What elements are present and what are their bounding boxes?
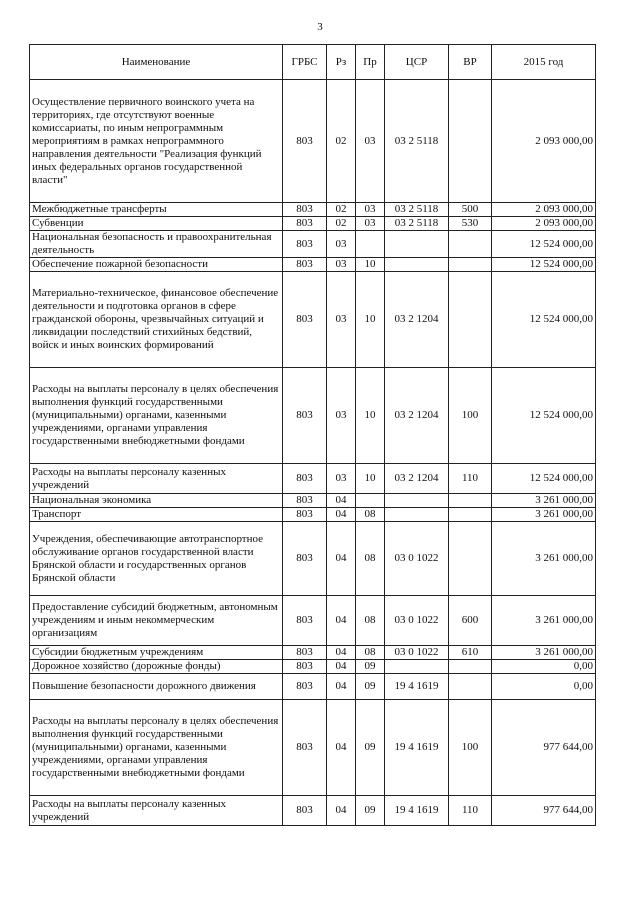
cell-csr (385, 258, 449, 272)
cell-amount: 12 524 000,00 (492, 464, 596, 494)
cell-grbs: 803 (283, 217, 327, 231)
cell-vr: 600 (449, 596, 492, 646)
cell-grbs: 803 (283, 522, 327, 596)
cell-vr: 110 (449, 464, 492, 494)
cell-name: Расходы на выплаты персоналу в целях обеспечения выполнения функций государственными (муниципальными) органами, казенными учреждениями, органами управления государственными внебюджетными фондами (30, 700, 283, 796)
cell-name: Субсидии бюджетным учреждениям (30, 646, 283, 660)
cell-pr: 10 (356, 368, 385, 464)
cell-rz: 04 (327, 508, 356, 522)
cell-pr: 09 (356, 700, 385, 796)
cell-name: Расходы на выплаты персоналу казенных учреждений (30, 796, 283, 826)
cell-pr: 03 (356, 217, 385, 231)
cell-amount: 3 261 000,00 (492, 522, 596, 596)
header-csr: ЦСР (385, 45, 449, 80)
table-row (30, 508, 596, 522)
cell-pr: 08 (356, 508, 385, 522)
page-number: 3 (317, 21, 323, 33)
cell-name: Дорожное хозяйство (дорожные фонды) (30, 660, 283, 674)
cell-name: Осуществление первичного воинского учета на территориях, где отсутствуют военные комиссариаты, по иным непрограммным мероприятиям в рамках непрограммного направления деятельности "Реализация функций иных федеральных органов государственной власти" (30, 80, 283, 203)
cell-rz: 04 (327, 796, 356, 826)
cell-pr: 10 (356, 272, 385, 368)
budget-table (29, 44, 596, 826)
cell-grbs: 803 (283, 508, 327, 522)
cell-csr: 03 0 1022 (385, 596, 449, 646)
cell-csr: 19 4 1619 (385, 796, 449, 826)
cell-vr: 110 (449, 796, 492, 826)
cell-name: Материально-техническое, финансовое обеспечение деятельности и подготовка органов в сфере гражданской обороны, чрезвычайных ситуаций и ликвидации последствий стихийных бедствий, войск и иных воинских формирований (30, 272, 283, 368)
cell-csr (385, 494, 449, 508)
header-amount-2015: 2015 год (492, 45, 596, 80)
table-row (30, 368, 596, 464)
cell-rz: 04 (327, 660, 356, 674)
cell-csr (385, 231, 449, 258)
cell-grbs: 803 (283, 464, 327, 494)
header-pr: Пр (356, 45, 385, 80)
cell-csr (385, 508, 449, 522)
cell-grbs: 803 (283, 272, 327, 368)
cell-vr: 500 (449, 203, 492, 217)
cell-name: Транспорт (30, 508, 283, 522)
cell-amount: 3 261 000,00 (492, 494, 596, 508)
cell-rz: 03 (327, 258, 356, 272)
cell-name: Межбюджетные трансферты (30, 203, 283, 217)
cell-amount: 12 524 000,00 (492, 272, 596, 368)
cell-csr: 03 2 1204 (385, 464, 449, 494)
cell-amount: 0,00 (492, 660, 596, 674)
cell-rz: 02 (327, 203, 356, 217)
table-row (30, 700, 596, 796)
cell-pr: 08 (356, 646, 385, 660)
table-row (30, 217, 596, 231)
cell-name: Предоставление субсидий бюджетным, автономным учреждениям и иным некоммерческим организациям (30, 596, 283, 646)
cell-pr (356, 231, 385, 258)
cell-grbs: 803 (283, 700, 327, 796)
cell-amount: 12 524 000,00 (492, 231, 596, 258)
table-row (30, 203, 596, 217)
cell-csr: 03 2 5118 (385, 217, 449, 231)
cell-rz: 04 (327, 646, 356, 660)
cell-grbs: 803 (283, 368, 327, 464)
cell-amount: 2 093 000,00 (492, 80, 596, 203)
cell-vr (449, 494, 492, 508)
cell-rz: 02 (327, 217, 356, 231)
cell-pr: 10 (356, 258, 385, 272)
table-row (30, 660, 596, 674)
cell-amount: 3 261 000,00 (492, 646, 596, 660)
cell-grbs: 803 (283, 494, 327, 508)
header-name: Наименование (30, 45, 283, 80)
cell-name: Расходы на выплаты персоналу в целях обеспечения выполнения функций государственными (муниципальными) органами, казенными учреждениями, органами управления государственными внебюджетными фондами (30, 368, 283, 464)
cell-name: Обеспечение пожарной безопасности (30, 258, 283, 272)
cell-pr: 09 (356, 674, 385, 700)
cell-pr: 03 (356, 80, 385, 203)
cell-amount: 0,00 (492, 674, 596, 700)
cell-rz: 04 (327, 596, 356, 646)
cell-rz: 04 (327, 674, 356, 700)
cell-pr: 08 (356, 522, 385, 596)
table-header-row (30, 45, 596, 80)
cell-vr (449, 80, 492, 203)
cell-grbs: 803 (283, 258, 327, 272)
cell-csr: 19 4 1619 (385, 674, 449, 700)
cell-amount: 12 524 000,00 (492, 368, 596, 464)
cell-rz: 04 (327, 700, 356, 796)
cell-vr: 530 (449, 217, 492, 231)
header-grbs: ГРБС (283, 45, 327, 80)
cell-rz: 02 (327, 80, 356, 203)
cell-grbs: 803 (283, 80, 327, 203)
cell-name: Повышение безопасности дорожного движения (30, 674, 283, 700)
cell-csr: 19 4 1619 (385, 700, 449, 796)
cell-vr (449, 258, 492, 272)
table-row (30, 646, 596, 660)
cell-csr: 03 2 1204 (385, 368, 449, 464)
cell-name: Расходы на выплаты персоналу казенных учреждений (30, 464, 283, 494)
cell-rz: 03 (327, 272, 356, 368)
cell-rz: 03 (327, 464, 356, 494)
cell-amount: 977 644,00 (492, 700, 596, 796)
cell-amount: 2 093 000,00 (492, 217, 596, 231)
cell-grbs: 803 (283, 203, 327, 217)
cell-grbs: 803 (283, 674, 327, 700)
cell-csr: 03 2 5118 (385, 203, 449, 217)
cell-amount: 2 093 000,00 (492, 203, 596, 217)
header-vr: ВР (449, 45, 492, 80)
cell-vr: 100 (449, 368, 492, 464)
table-row (30, 258, 596, 272)
cell-amount: 12 524 000,00 (492, 258, 596, 272)
cell-rz: 04 (327, 522, 356, 596)
cell-vr: 100 (449, 700, 492, 796)
table-row (30, 464, 596, 494)
cell-amount: 977 644,00 (492, 796, 596, 826)
cell-name: Национальная безопасность и правоохранительная деятельность (30, 231, 283, 258)
table-row (30, 80, 596, 203)
cell-pr: 10 (356, 464, 385, 494)
cell-rz: 04 (327, 494, 356, 508)
cell-grbs: 803 (283, 796, 327, 826)
table-row (30, 674, 596, 700)
table-row (30, 796, 596, 826)
table-row (30, 494, 596, 508)
cell-vr (449, 522, 492, 596)
cell-rz: 03 (327, 231, 356, 258)
table-row (30, 272, 596, 368)
table-row (30, 231, 596, 258)
cell-pr: 08 (356, 596, 385, 646)
table-row (30, 596, 596, 646)
cell-grbs: 803 (283, 596, 327, 646)
cell-csr: 03 0 1022 (385, 522, 449, 596)
cell-grbs: 803 (283, 660, 327, 674)
cell-rz: 03 (327, 368, 356, 464)
cell-vr: 610 (449, 646, 492, 660)
cell-grbs: 803 (283, 231, 327, 258)
cell-pr: 09 (356, 660, 385, 674)
cell-vr (449, 674, 492, 700)
cell-pr (356, 494, 385, 508)
cell-vr (449, 508, 492, 522)
cell-name: Учреждения, обеспечивающие автотранспортное обслуживание органов государственной власти Брянской области и государственных органов Брянской области (30, 522, 283, 596)
cell-grbs: 803 (283, 646, 327, 660)
cell-pr: 03 (356, 203, 385, 217)
cell-csr (385, 660, 449, 674)
cell-amount: 3 261 000,00 (492, 596, 596, 646)
cell-csr: 03 2 5118 (385, 80, 449, 203)
table-row (30, 522, 596, 596)
cell-csr: 03 0 1022 (385, 646, 449, 660)
cell-csr: 03 2 1204 (385, 272, 449, 368)
cell-vr (449, 231, 492, 258)
cell-name: Национальная экономика (30, 494, 283, 508)
cell-pr: 09 (356, 796, 385, 826)
cell-amount: 3 261 000,00 (492, 508, 596, 522)
cell-vr (449, 660, 492, 674)
cell-name: Субвенции (30, 217, 283, 231)
cell-vr (449, 272, 492, 368)
header-rz: Рз (327, 45, 356, 80)
